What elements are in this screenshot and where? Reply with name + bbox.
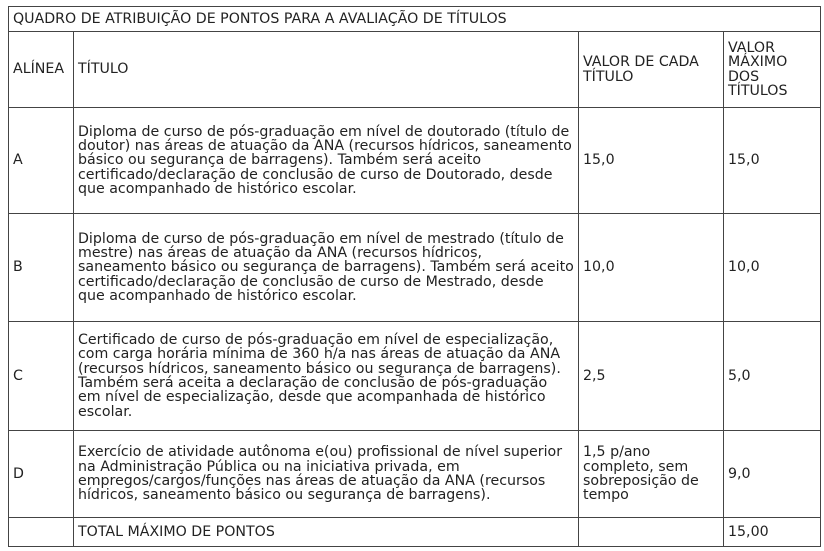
- header-alinea: ALÍNEA: [9, 32, 74, 108]
- header-row: [9, 32, 821, 108]
- table-row: [9, 108, 821, 214]
- table-caption: QUADRO DE ATRIBUIÇÃO DE PONTOS PARA A AVALIAÇÃO DE TÍTULOS: [9, 7, 821, 32]
- titulo-text: Diploma de curso de pós-graduação em nível de doutorado (título de doutor) nas áreas de atuação da ANA (recursos hídricos, saneamento básico ou segurança de barragens). Também será aceito certificado/declaração de conclusão de curso de Doutorado, desde que acompanhado de histórico escolar.: [78, 123, 572, 197]
- total-row: [9, 518, 821, 547]
- valor-cada-cell: 10,0: [579, 214, 724, 322]
- titulo-cell: [74, 431, 579, 518]
- titulo-text: Exercício de atividade autônoma e(ou) profissional de nível superior na Administração Pública ou na iniciativa privada, em empregos/cargos/funções nas áreas de atuação da ANA (recursos hídricos, saneamento básico ou segurança de barragens).: [78, 444, 563, 504]
- total-label: TOTAL MÁXIMO DE PONTOS: [74, 518, 579, 547]
- valor-maximo-cell: 10,0: [724, 214, 821, 322]
- valor-maximo-cell: 15,0: [724, 108, 821, 214]
- total-value: 15,00: [724, 518, 821, 547]
- header-valor-maximo: VALOR MÁXIMO DOS TÍTULOS: [724, 32, 821, 108]
- titulo-cell: [74, 108, 579, 214]
- alinea-cell: A: [9, 108, 74, 214]
- alinea-cell: B: [9, 214, 74, 322]
- table-row: [9, 214, 821, 322]
- header-titulo: TÍTULO: [74, 32, 579, 108]
- total-empty-cell: [579, 518, 724, 547]
- total-empty-cell: [9, 518, 74, 547]
- titulo-text: Certificado de curso de pós-graduação em nível de especialização, com carga horária mínima de 360 h/a nas áreas de atuação da ANA (recursos hídricos, saneamento básico ou segurança de barragens). Também será aceita a declaração de conclusão de pós-graduação em nível de especialização, desde que acompanhada de histórico escolar.: [78, 332, 561, 420]
- valor-maximo-cell: 5,0: [724, 322, 821, 431]
- table-row: [9, 431, 821, 518]
- titulo-text: Diploma de curso de pós-graduação em nível de mestrado (título de mestre) nas áreas de atuação da ANA (recursos hídricos, saneamento básico ou segurança de barragens). Também será aceito certificado/declaração de conclusão de curso de Mestrado, desde que acompanhado de histórico escolar.: [78, 230, 574, 304]
- table-row: [9, 322, 821, 431]
- valor-cada-cell: 15,0: [579, 108, 724, 214]
- titulo-cell: [74, 322, 579, 431]
- points-table: [8, 6, 821, 547]
- valor-cada-cell: 2,5: [579, 322, 724, 431]
- alinea-cell: C: [9, 322, 74, 431]
- alinea-cell: D: [9, 431, 74, 518]
- valor-cada-cell: 1,5 p/ano completo, sem sobreposição de tempo: [579, 431, 724, 518]
- caption-row: [9, 7, 821, 32]
- header-valor-cada: VALOR DE CADA TÍTULO: [579, 32, 724, 108]
- titulo-cell: [74, 214, 579, 322]
- valor-maximo-cell: 9,0: [724, 431, 821, 518]
